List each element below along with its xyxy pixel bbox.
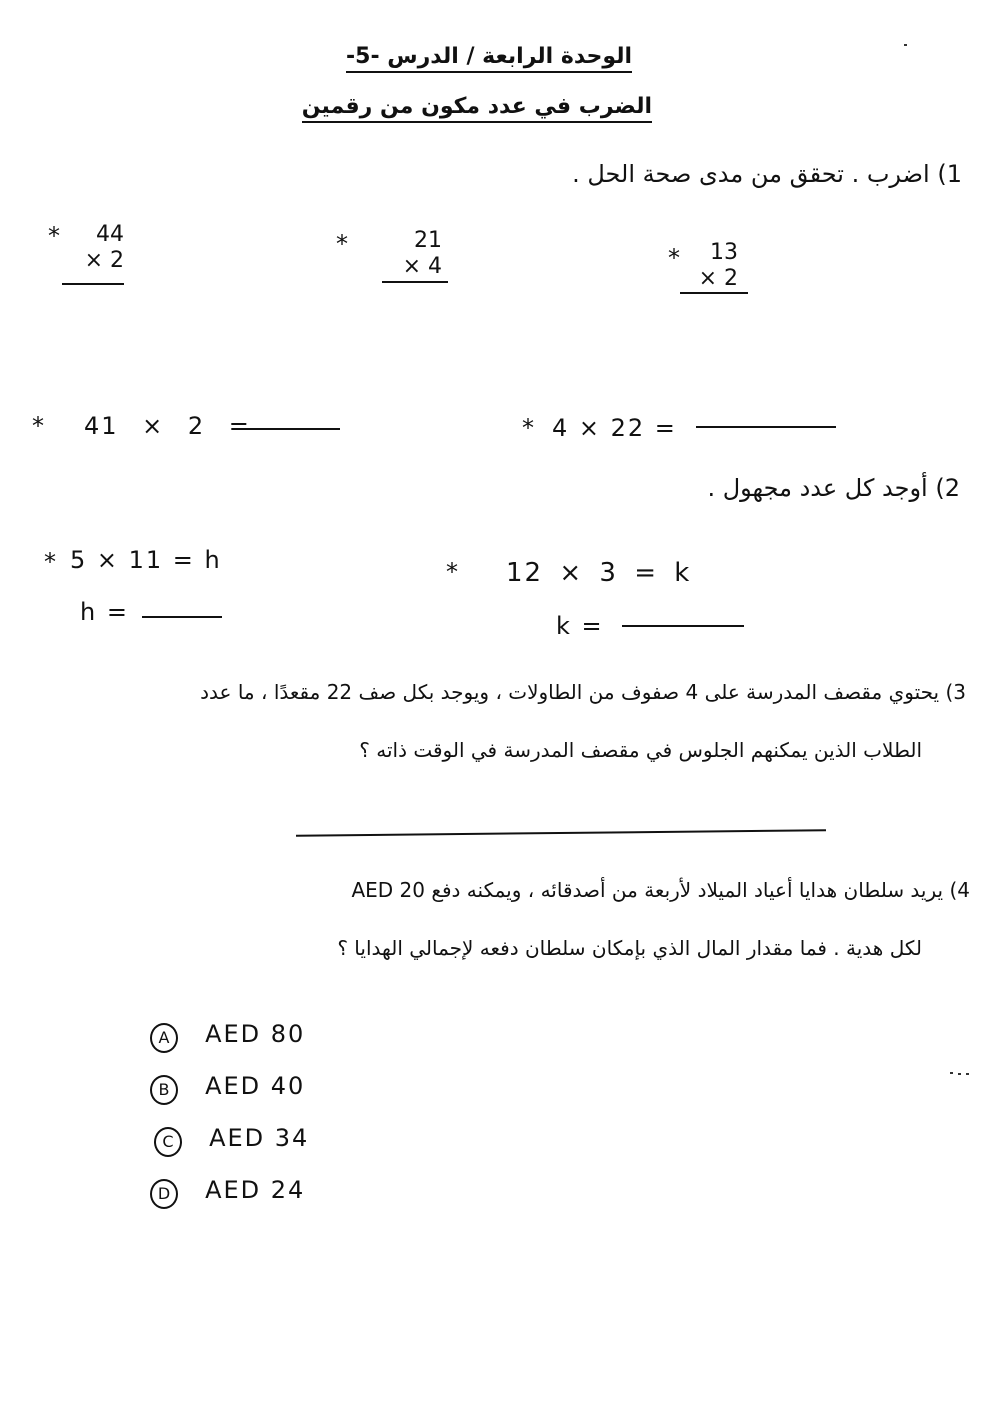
answer-line-v2: [382, 281, 448, 283]
vertical-problem-2: [386, 228, 442, 280]
answer-line-v3: [680, 292, 748, 294]
scan-speck-3: [958, 1073, 961, 1075]
option-d-text: AED 24: [205, 1176, 306, 1204]
q2-marker-2: *: [446, 558, 460, 586]
vertical-top-1: 44: [96, 222, 124, 247]
q1-instruction: 1) اضرب . تحقق من مدى صحة الحل .: [572, 160, 962, 188]
vertical-bottom-3: × 2: [698, 266, 738, 291]
vertical-bottom-2: × 4: [402, 254, 442, 279]
q2-equation-2: 12 × 3 = k: [506, 558, 692, 588]
vertical-problem-1: [66, 222, 124, 274]
q1-marker-3: *: [668, 244, 682, 272]
option-b-letter: B: [150, 1075, 178, 1105]
scan-speck-2: [950, 1072, 953, 1074]
option-c-letter: C: [154, 1127, 182, 1157]
q1-marker-1: *: [48, 222, 62, 250]
option-b[interactable]: [150, 1072, 305, 1105]
lesson-topic: الضرب في عدد مكون من رقمين: [302, 94, 652, 119]
scan-speck-4: [966, 1073, 969, 1075]
option-a-text: AED 80: [205, 1020, 306, 1048]
answer-line-q3: [296, 829, 826, 837]
horizontal-problem-2: 4 × 22 =: [552, 414, 677, 442]
option-c-text: AED 34: [209, 1124, 310, 1152]
q3-line-1: 3) يحتوي مقصف المدرسة على 4 صفوف من الطاولات ، ويوجد بكل صف 22 مقعدًا ، ما عدد: [200, 680, 966, 704]
q3-line-2: الطلاب الذين يمكنهم الجلوس في مقصف المدرسة في الوقت ذاته ؟: [359, 738, 922, 762]
q4-line-1: 4) يريد سلطان هدايا أعياد الميلاد لأربعة من أصدقائه ، ويمكنه دفع AED 20: [351, 878, 970, 902]
answer-line-h1: [244, 428, 340, 430]
option-b-text: AED 40: [205, 1072, 306, 1100]
q1-marker-5: *: [522, 414, 536, 442]
q1-marker-2: *: [336, 230, 350, 258]
option-a-letter: A: [150, 1023, 178, 1053]
vertical-top-2: 21: [414, 228, 442, 253]
unit-lesson-title: الوحدة الرابعة / الدرس -5-: [346, 44, 632, 69]
q2-instruction: 2) أوجد كل عدد مجهول .: [707, 474, 960, 502]
q1-marker-4: *: [32, 412, 46, 440]
vertical-bottom-1: × 2: [84, 248, 124, 273]
answer-line-q2-2: [622, 625, 744, 627]
answer-line-v1: [62, 283, 124, 285]
option-c[interactable]: [154, 1124, 309, 1157]
option-d-letter: D: [150, 1179, 178, 1209]
q2-answer-label-1: h =: [80, 598, 129, 626]
answer-line-h2: [696, 426, 836, 428]
q2-marker-1: *: [44, 548, 58, 576]
option-d[interactable]: [150, 1176, 305, 1209]
answer-line-q2-1: [142, 616, 222, 618]
q2-equation-1: 5 × 11 = h: [70, 546, 222, 574]
vertical-problem-3: [690, 240, 738, 292]
vertical-top-3: 13: [710, 240, 738, 265]
horizontal-problem-1: 41 × 2 =: [84, 412, 251, 440]
option-a[interactable]: [150, 1020, 305, 1053]
scan-speck-1: [904, 44, 907, 46]
q4-line-2: لكل هدية . فما مقدار المال الذي بإمكان سلطان دفعه لإجمالي الهدايا ؟: [337, 936, 922, 960]
q2-answer-label-2: k =: [556, 612, 604, 640]
